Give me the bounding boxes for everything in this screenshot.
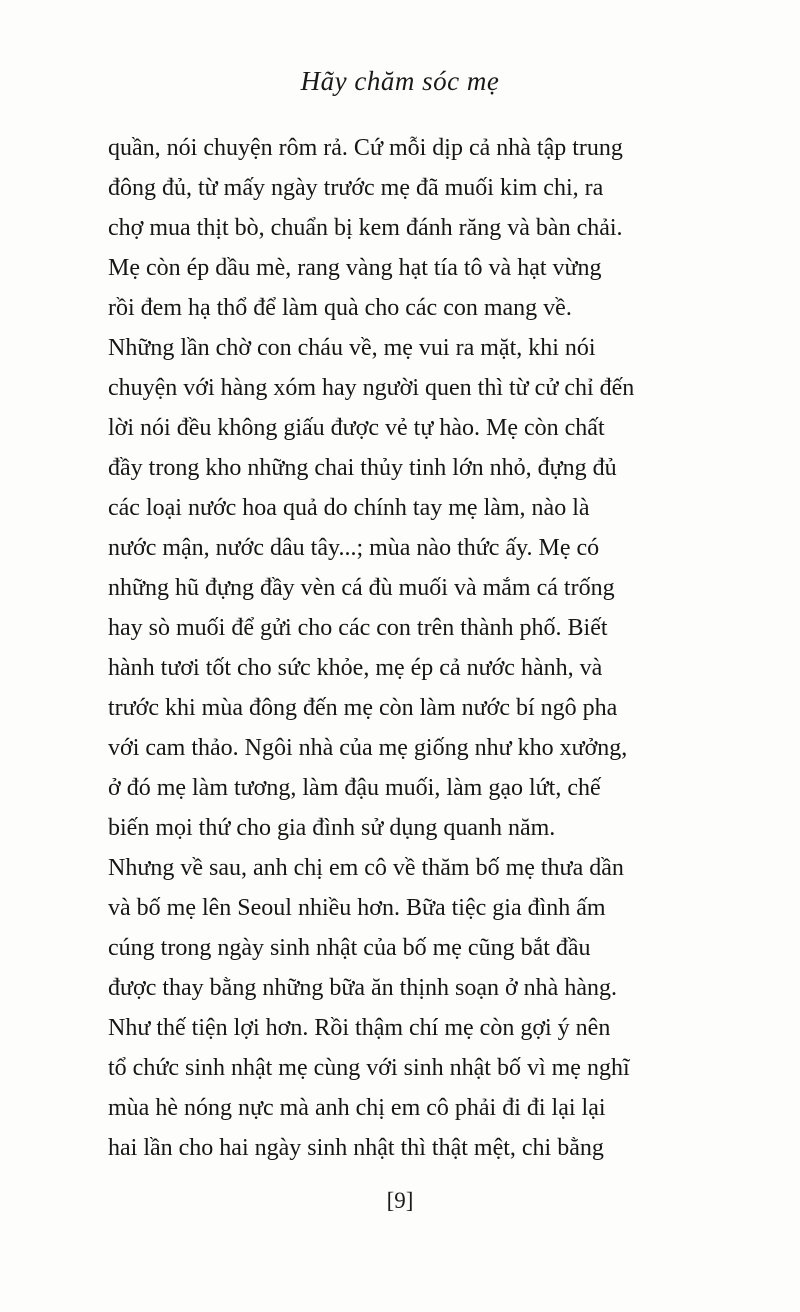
text-line: hai lần cho hai ngày sinh nhật thì thật mệt, chi bằng: [108, 1135, 604, 1161]
text-line: Nhưng về sau, anh chị em cô về thăm bố mẹ thưa dần: [108, 855, 624, 881]
text-line: hay sò muối để gửi cho các con trên thành phố. Biết: [108, 615, 608, 641]
text-line: lời nói đều không giấu được vẻ tự hào. Mẹ còn chất: [108, 415, 605, 441]
text-line: tổ chức sinh nhật mẹ cùng với sinh nhật bố vì mẹ nghĩ: [108, 1055, 630, 1081]
text-line: mùa hè nóng nực mà anh chị em cô phải đi đi lại lại: [108, 1095, 606, 1121]
text-line: những hũ đựng đầy vèn cá đù muối và mắm cá trống: [108, 575, 615, 601]
text-line: các loại nước hoa quả do chính tay mẹ làm, nào là: [108, 495, 590, 521]
text-line: được thay bằng những bữa ăn thịnh soạn ở nhà hàng.: [108, 975, 617, 1001]
text-line: Như thế tiện lợi hơn. Rồi thậm chí mẹ còn gợi ý nên: [108, 1015, 611, 1041]
page-number: [9]: [386, 1188, 414, 1213]
text-line: chuyện với hàng xóm hay người quen thì từ cử chỉ đến: [108, 375, 635, 401]
text-line: đông đủ, từ mấy ngày trước mẹ đã muối kim chi, ra: [108, 175, 604, 201]
running-header: Hãy chăm sóc mẹ: [300, 66, 500, 96]
text-line: biến mọi thứ cho gia đình sử dụng quanh năm.: [108, 815, 556, 841]
text-line: nước mận, nước dâu tây...; mùa nào thức ấy. Mẹ có: [108, 535, 600, 561]
text-line: Mẹ còn ép dầu mè, rang vàng hạt tía tô và hạt vừng: [108, 255, 602, 281]
text-line: và bố mẹ lên Seoul nhiều hơn. Bữa tiệc gia đình ấm: [108, 895, 606, 921]
text-line: quần, nói chuyện rôm rả. Cứ mỗi dịp cả nhà tập trung: [108, 135, 623, 161]
text-line: chợ mua thịt bò, chuẩn bị kem đánh răng và bàn chải.: [108, 215, 623, 241]
text-line: trước khi mùa đông đến mẹ còn làm nước bí ngô pha: [108, 695, 618, 721]
text-line: cúng trong ngày sinh nhật của bố mẹ cũng bắt đầu: [108, 935, 591, 961]
body-text: [108, 128, 690, 1168]
text-line: ở đó mẹ làm tương, làm đậu muối, làm gạo lứt, chế: [108, 775, 601, 801]
text-line: hành tươi tốt cho sức khỏe, mẹ ép cả nước hành, và: [108, 655, 603, 681]
text-line: với cam thảo. Ngôi nhà của mẹ giống như kho xưởng,: [108, 735, 628, 761]
text-line: đầy trong kho những chai thủy tinh lớn nhỏ, đựng đủ: [108, 455, 617, 481]
text-line: Những lần chờ con cháu về, mẹ vui ra mặt, khi nói: [108, 335, 596, 361]
text-line: rồi đem hạ thổ để làm quà cho các con mang về.: [108, 295, 572, 321]
